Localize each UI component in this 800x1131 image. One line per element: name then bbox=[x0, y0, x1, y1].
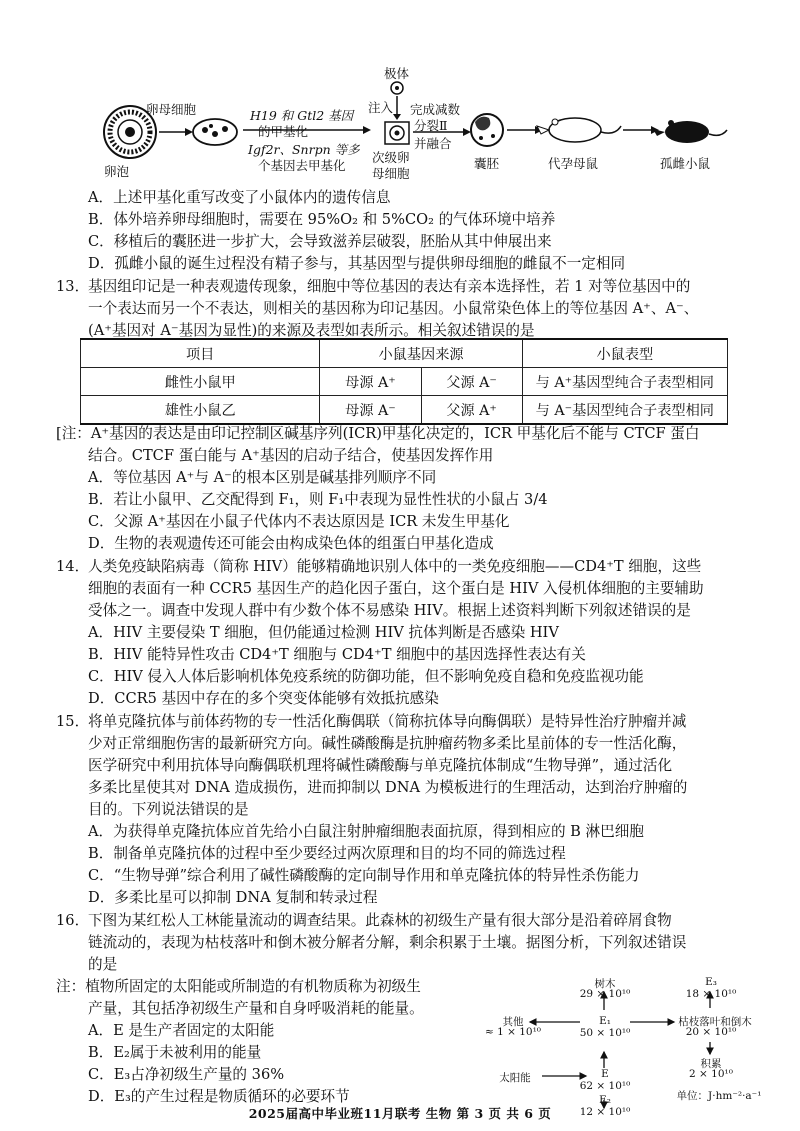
q16-number: 16． bbox=[56, 912, 90, 929]
q13-stem-1: 基因组印记是一种表观遗传现象，细胞中等位基因的表达有亲本选择性，若 1 对等位基因中的 bbox=[88, 278, 691, 295]
q13-option-c: C．父源 A⁺基因在小鼠子代体内不表达原因是 ICR 未发生甲基化 bbox=[88, 513, 510, 530]
q13-option-a: A．等位基因 A⁺与 A⁻的根本区别是碱基排列顺序不同 bbox=[88, 469, 437, 486]
q12-option-b: B．体外培养卵母细胞时，需要在 95%O₂ 和 5%CO₂ 的气体环境中培养 bbox=[88, 211, 556, 228]
black-mouse-icon bbox=[653, 120, 727, 143]
litter-label: 枯枝落叶和倒木 bbox=[678, 1016, 752, 1028]
q16-stem-2: 链流动的，表现为枯枝落叶和倒木被分解者分解，剩余积累于土壤。据图分析，下列叙述错误 bbox=[88, 934, 687, 951]
q13-note-1: [注：A⁺基因的表达是由印记控制区碱基序列(ICR)甲基化决定的，ICR 甲基化后不能与 CTCF 蛋白 bbox=[56, 425, 700, 442]
follicle-label: 卵泡 bbox=[104, 164, 130, 179]
secondary-oocyte-label-1: 次级卵 bbox=[372, 150, 410, 165]
q14-stem-1: 人类免疫缺陷病毒（简称 HIV）能够精确地识别人体中的一类免疫细胞——CD4⁺T 细胞，这些 bbox=[88, 558, 702, 575]
table-row bbox=[81, 368, 728, 396]
methylation-label-2: 的甲基化 bbox=[258, 124, 309, 139]
e2-label: E₂ bbox=[599, 1094, 611, 1106]
row1-father: 父源 A⁻ bbox=[421, 368, 522, 396]
row1-phenotype: 与 A⁺基因型纯合子表型相同 bbox=[522, 368, 727, 396]
others-label: 其他 bbox=[502, 1016, 524, 1028]
q16-option-b: B．E₂属于未被利用的能量 bbox=[88, 1044, 262, 1061]
q15-stem-3: 医学研究中利用抗体导向酶偶联机理将碱性磷酸酶与单克隆抗体制成“生物导弹”，通过活化 bbox=[88, 757, 673, 774]
blastocyst-label: 囊胚 bbox=[474, 156, 500, 171]
inject-label: 注入 bbox=[368, 100, 394, 115]
q15-stem-2: 少对正常细胞伤害的最新研究方向。碱性磷酸酶是抗肿瘤药物多柔比星前体的专一性活化酶， bbox=[88, 735, 687, 752]
sun-label: 太阳能 bbox=[499, 1072, 531, 1084]
q15-number: 15． bbox=[56, 713, 90, 730]
e1-value: 50 × 10¹⁰ bbox=[579, 1027, 631, 1039]
q14-option-d: D．CCR5 基因中存在的多个突变体能够有效抵抗感染 bbox=[88, 690, 439, 707]
accum-value: 2 × 10¹⁰ bbox=[689, 1068, 733, 1080]
q15-option-a: A．为获得单克隆抗体应首先给小白鼠注射肿瘤细胞表面抗原，得到相应的 B 淋巴细胞 bbox=[88, 823, 644, 840]
q16-option-d: D．E₃的产生过程是物质循环的必要环节 bbox=[88, 1088, 350, 1105]
row2-mother: 母源 A⁻ bbox=[320, 396, 421, 425]
q14-option-b: B．HIV 能特异性攻击 CD4⁺T 细胞与 CD4⁺T 细胞中的基因选择性表达有关 bbox=[88, 646, 586, 663]
table-header-phenotype: 小鼠表型 bbox=[522, 339, 727, 368]
q16-option-a: A．E 是生产者固定的太阳能 bbox=[88, 1022, 275, 1039]
e3-top-value: 18 × 10¹⁰ bbox=[685, 988, 737, 1000]
row1-mother: 母源 A⁺ bbox=[320, 368, 421, 396]
meiosis-label-3: 并融合 bbox=[414, 136, 452, 151]
meiosis-label-2: 分裂Ⅱ bbox=[414, 118, 448, 133]
q14-option-a: A．HIV 主要侵染 T 细胞，但仍能通过检测 HIV 抗体判断是否感染 HIV bbox=[88, 624, 559, 641]
surrogate-mouse-label: 代孕母鼠 bbox=[548, 156, 599, 171]
q13-note-2: 结合。CTCF 蛋白能与 A⁺基因的启动子结合，使基因发挥作用 bbox=[88, 447, 494, 464]
demethylation-label-2: 个基因去甲基化 bbox=[258, 158, 346, 173]
row1-item: 雌性小鼠甲 bbox=[81, 368, 320, 396]
q16-stem-1: 下图为某红松人工林能量流动的调查结果。此森林的初级生产量有很大部分是沿着碎屑食物 bbox=[88, 912, 672, 929]
row2-phenotype: 与 A⁻基因型纯合子表型相同 bbox=[522, 396, 727, 425]
e3-top-label: E₃ bbox=[705, 976, 717, 988]
q15-option-d: D．多柔比星可以抑制 DNA 复制和转录过程 bbox=[88, 889, 378, 906]
q12-option-d: D．孤雌小鼠的诞生过程没有精子参与，其基因型与提供卵母细胞的雌鼠不一定相同 bbox=[88, 255, 626, 272]
trees-value: 29 × 10¹⁰ bbox=[579, 988, 631, 1000]
others-value: ≈ 1 × 10¹⁰ bbox=[484, 1026, 542, 1038]
table-row bbox=[81, 396, 728, 425]
q13-option-d: D．生物的表观遗传还可能会由构成染色体的组蛋白甲基化造成 bbox=[88, 535, 494, 552]
litter-value: 20 × 10¹⁰ bbox=[685, 1026, 737, 1038]
surrogate-mouse-icon bbox=[537, 118, 621, 142]
q13-stem-2: 一个表达而另一个不表达，则相关的基因称为印记基因。小鼠常染色体上的等位基因 A⁺、A⁻、 bbox=[88, 300, 699, 317]
q13-stem-3: (A⁺基因对 A⁻基因为显性)的来源及表型如表所示。相关叙述错误的是 bbox=[88, 322, 535, 339]
page-footer: 2025届高中毕业班11月联考 生物 第 3 页 共 6 页 bbox=[248, 1106, 552, 1121]
e-label: E bbox=[601, 1068, 609, 1080]
secondary-oocyte-label-2: 母细胞 bbox=[372, 166, 410, 181]
q12-option-c: C．移植后的囊胚进一步扩大，会导致滋养层破裂，胚胎从其中伸展出来 bbox=[88, 233, 552, 250]
q15-stem-5: 目的。下列说法错误的是 bbox=[88, 801, 249, 818]
accum-label: 积累 bbox=[700, 1058, 722, 1070]
q14-stem-3: 受体之一。调查中发现人群中有少数个体不易感染 HIV。根据上述资料判断下列叙述错误的是 bbox=[88, 602, 691, 619]
q13-number: 13． bbox=[56, 278, 90, 295]
methylation-label-1: H19 和 Gtl2 基因 bbox=[250, 108, 354, 123]
q15-stem-4: 多柔比星使其对 DNA 造成损伤，进而抑制以 DNA 为模板进行的生理活动，达到治疗肿瘤的 bbox=[88, 779, 688, 796]
q14-option-c: C．HIV 侵入人体后影响机体免疫系统的防御功能，但不影响免疫自稳和免疫监视功能 bbox=[88, 668, 644, 685]
q14-stem-2: 细胞的表面有一种 CCR5 基因生产的趋化因子蛋白，这个蛋白是 HIV 入侵机体细胞的主要辅助 bbox=[88, 580, 704, 597]
trees-label: 树木 bbox=[594, 978, 616, 990]
polar-body-label: 极体 bbox=[384, 66, 410, 81]
q16-stem-3: 的是 bbox=[88, 956, 118, 973]
unit-label: 单位：J·hm⁻²·a⁻¹ bbox=[676, 1090, 762, 1102]
q15-stem-1: 将单克隆抗体与前体药物的专一性活化酶偶联（简称抗体导向酶偶联）是特异性治疗肿瘤并减 bbox=[88, 713, 687, 730]
blastocyst-icon bbox=[471, 114, 503, 146]
q15-option-c: C．“生物导弹”综合利用了碱性磷酸酶的定向制导作用和单克隆抗体的特异性杀伤能力 bbox=[88, 867, 640, 884]
q14-number: 14． bbox=[56, 558, 90, 575]
q16-note-2: 产量，其包括净初级生产量和自身呼吸消耗的能量。 bbox=[88, 1000, 424, 1017]
q15-option-b: B．制备单克隆抗体的过程中至少要经过两次原理和目的均不同的筛选过程 bbox=[88, 845, 566, 862]
q13-option-b: B．若让小鼠甲、乙交配得到 F₁，则 F₁中表现为显性性状的小鼠占 3/4 bbox=[88, 491, 548, 508]
demethylation-label-1: Igf2r、Snrpn 等多 bbox=[248, 142, 360, 157]
table-header-item: 项目 bbox=[81, 339, 320, 368]
row2-item: 雄性小鼠乙 bbox=[81, 396, 320, 425]
table-header-source: 小鼠基因来源 bbox=[320, 339, 522, 368]
q16-option-c: C．E₃占净初级生产量的 36% bbox=[88, 1066, 285, 1083]
meiosis-label-1: 完成减数 bbox=[410, 102, 461, 117]
q16-note-1: 注：植物所固定的太阳能或所制造的有机物质称为初级生 bbox=[56, 978, 421, 995]
e2-value: 12 × 10¹⁰ bbox=[579, 1106, 631, 1118]
oocyte-dish-icon bbox=[193, 119, 237, 145]
gene-table bbox=[80, 338, 728, 425]
e-value: 62 × 10¹⁰ bbox=[579, 1080, 631, 1092]
parthenogenetic-mouse-label: 孤雌小鼠 bbox=[660, 156, 711, 171]
polar-body-icon bbox=[391, 82, 403, 94]
row2-father: 父源 A⁺ bbox=[421, 396, 522, 425]
oocyte-label: 卵母细胞 bbox=[146, 102, 197, 117]
q12-option-a: A．上述甲基化重写改变了小鼠体内的遗传信息 bbox=[88, 189, 391, 206]
secondary-oocyte-icon bbox=[385, 122, 409, 144]
e1-label: E₁ bbox=[599, 1015, 611, 1027]
